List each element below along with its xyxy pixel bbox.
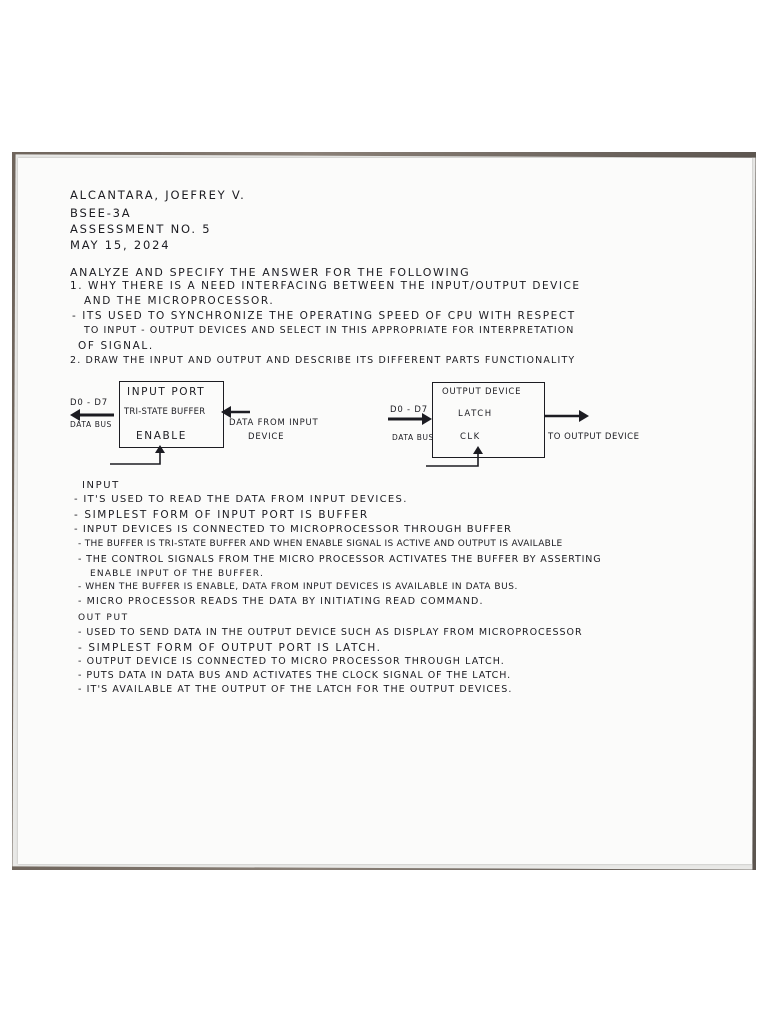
output-device-title: OUTPUT DEVICE <box>442 387 522 397</box>
device-label: DEVICE <box>248 432 285 442</box>
assessment-number: ASSESSMENT NO. 5 <box>70 222 212 236</box>
to-output-device-label: TO OUTPUT DEVICE <box>548 432 640 442</box>
tri-state-buffer-label: TRI-STATE BUFFER <box>124 407 206 417</box>
enable-label: ENABLE <box>136 430 187 442</box>
clk-label: CLK <box>460 432 481 442</box>
input-item: - WHEN THE BUFFER IS ENABLE, DATA FROM INPUT DEVICES IS AVAILABLE IN DATA BUS. <box>78 582 518 592</box>
question-1-line-1: 1. WHY THERE IS A NEED INTERFACING BETWEEN THE INPUT/OUTPUT DEVICE <box>70 280 581 292</box>
student-section: BSEE-3A <box>70 206 132 220</box>
submission-date: MAY 15, 2024 <box>70 238 171 252</box>
input-heading: INPUT <box>82 480 120 491</box>
output-item: - PUTS DATA IN DATA BUS AND ACTIVATES THE CLOCK SIGNAL OF THE LATCH. <box>78 670 512 681</box>
instructions-text: ANALYZE AND SPECIFY THE ANSWER FOR THE FOLLOWING <box>70 266 471 279</box>
input-port-title: INPUT PORT <box>127 386 206 398</box>
question-2-text: 2. DRAW THE INPUT AND OUTPUT AND DESCRIBE ITS DIFFERENT PARTS FUNCTIONALITY <box>70 355 576 366</box>
question-1-line-2: AND THE MICROPROCESSOR. <box>84 295 275 307</box>
output-heading: OUT PUT <box>78 613 129 623</box>
input-item: - THE CONTROL SIGNALS FROM THE MICRO PROCESSOR ACTIVATES THE BUFFER BY ASSERTING <box>78 554 602 565</box>
input-item: - THE BUFFER IS TRI-STATE BUFFER AND WHEN ENABLE SIGNAL IS ACTIVE AND OUTPUT IS AVAILABLE <box>78 539 563 549</box>
input-bus-d0-d7-label: D0 - D7 <box>70 398 108 408</box>
data-from-input-label: DATA FROM INPUT <box>229 418 319 428</box>
output-bus-d0-d7-label: D0 - D7 <box>390 405 428 415</box>
input-item: ENABLE INPUT OF THE BUFFER. <box>90 569 265 579</box>
input-item: - IT'S USED TO READ THE DATA FROM INPUT DEVICES. <box>74 494 408 505</box>
output-item: - OUTPUT DEVICE IS CONNECTED TO MICRO PROCESSOR THROUGH LATCH. <box>78 656 505 667</box>
answer-1-line-2: TO INPUT - OUTPUT DEVICES AND SELECT IN THIS APPROPRIATE FOR INTERPRETATION <box>84 325 575 336</box>
input-item: - INPUT DEVICES IS CONNECTED TO MICROPROCESSOR THROUGH BUFFER <box>74 524 512 535</box>
output-item: - IT'S AVAILABLE AT THE OUTPUT OF THE LATCH FOR THE OUTPUT DEVICES. <box>78 684 513 695</box>
output-item: - USED TO SEND DATA IN THE OUTPUT DEVICE SUCH AS DISPLAY FROM MICROPROCESSOR <box>78 627 583 638</box>
output-databus-label: DATA BUS <box>392 433 434 442</box>
input-item: - MICRO PROCESSOR READS THE DATA BY INITIATING READ COMMAND. <box>78 596 484 607</box>
answer-1-line-3: OF SIGNAL. <box>78 340 154 352</box>
latch-label: LATCH <box>458 409 493 419</box>
student-name: ALCANTARA, JOEFREY V. <box>70 188 246 202</box>
output-item: - SIMPLEST FORM OF OUTPUT PORT IS LATCH. <box>78 642 382 654</box>
input-item: - SIMPLEST FORM OF INPUT PORT IS BUFFER <box>74 509 369 521</box>
to-output-arrowhead <box>579 410 589 422</box>
enable-signal-line <box>110 450 160 464</box>
input-databus-label: DATA BUS <box>70 420 112 429</box>
handwritten-paper <box>18 158 752 864</box>
answer-1-line-1: - ITS USED TO SYNCHRONIZE THE OPERATING SPEED OF CPU WITH RESPECT <box>72 310 576 322</box>
